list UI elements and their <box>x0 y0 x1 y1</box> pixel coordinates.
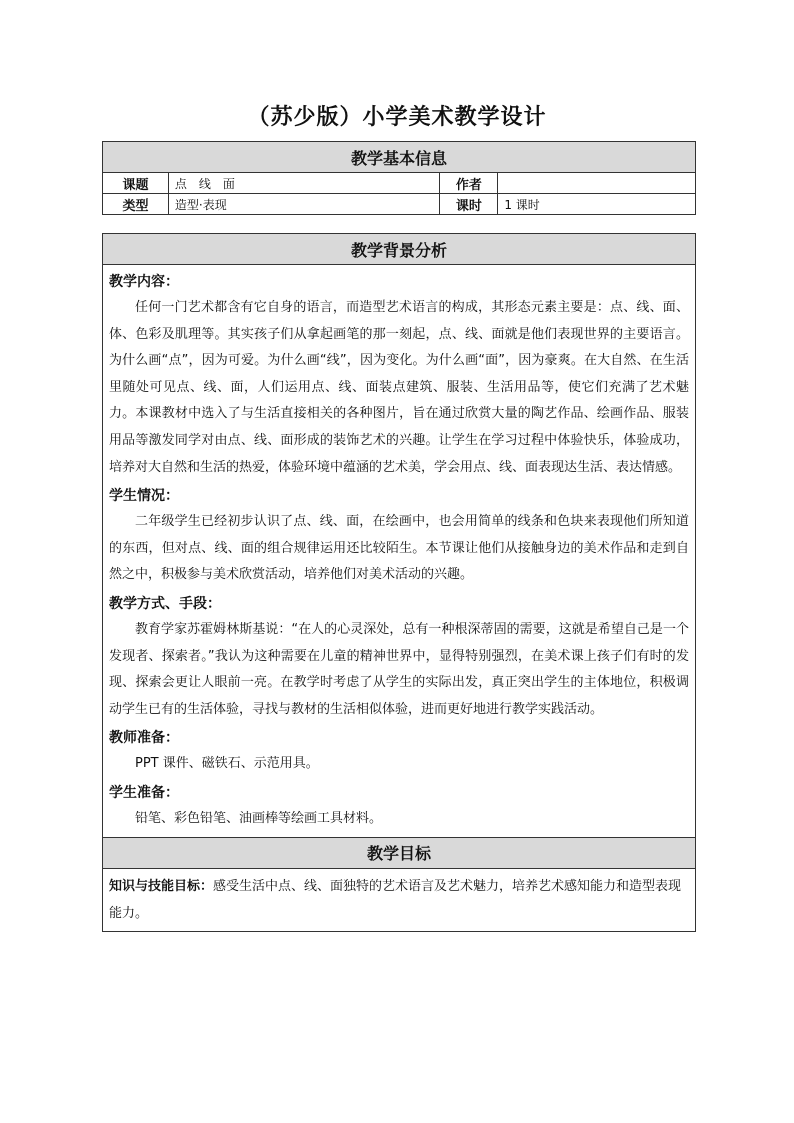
section-body: 二年级学生已经初步认识了点、线、面，在绘画中，也会用简单的线条和色块来表现他们所知道的东西，但对点、线、面的组合规律运用还比较陌生。本节课让他们从接触身边的美术作品和走到自然之中，积极参与美术欣赏活动，培养他们对美术活动的兴趣。 <box>109 514 689 583</box>
background-content <box>103 265 696 838</box>
basic-info-header: 教学基本信息 <box>103 142 696 173</box>
background-table <box>102 233 696 932</box>
section-body: 铅笔、彩色铅笔、油画棒等绘画工具材料。 <box>135 810 383 826</box>
background-header: 教学背景分析 <box>103 234 696 265</box>
section-heading: 学生准备： <box>109 784 179 801</box>
subject-label: 课题 <box>103 173 169 194</box>
goal-item <box>103 868 696 931</box>
page-title: （苏少版）小学美术教学设计 <box>247 105 547 130</box>
goal-item-label: 知识与技能目标： <box>109 878 214 894</box>
section-body: 教育学家苏霍姆林斯基说：“在人的心灵深处，总有一种根深蒂固的需要，这就是希望自己是一个发现者、探索者。”我认为这种需要在儿童的精神世界中，显得特别强烈，在美术课上孩子们有时的发现、探索会更让人眼前一亮。在教学时考虑了从学生的实际出发，真正突出学生的主体地位，积极调动学生已有的生活体验，寻找与教材的生活相似体验，进而更好地进行教学实践活动。 <box>109 621 689 717</box>
type-value: 造型·表现 <box>168 194 440 215</box>
author-value <box>498 173 696 194</box>
goals-header: 教学目标 <box>103 837 696 868</box>
period-value: 1 课时 <box>498 194 696 215</box>
section-body: PPT 课件、磁铁石、示范用具。 <box>135 756 319 772</box>
type-label: 类型 <box>103 194 169 215</box>
goal-item-text: 感受生活中点、线、面独特的艺术语言及艺术魅力，培养艺术感知能力和造型表现能力。 <box>109 878 682 921</box>
author-label: 作者 <box>440 173 498 194</box>
section-body: 任何一门艺术都含有它自身的语言，而造型艺术语言的构成，其形态元素主要是：点、线、面、体、色彩及肌理等。其实孩子们从拿起画笔的那一刻起，点、线、面就是他们表现世界的主要语言。为什么画“点”，因为可爱。为什么画“线”，因为变化。为什么画“面”，因为豪爽。在大自然、在生活里随处可见点、线、面，人们运用点、线、面装点建筑、服装、生活用品等，使它们充满了艺术魅力。本课教材中选入了与生活直接相关的各种图片，旨在通过欣赏大量的陶艺作品、绘画作品、服装用品等激发同学对由点、线、面形成的装饰艺术的兴趣。让学生在学习过程中体验快乐，体验成功，培养对大自然和生活的热爱，体验环境中蕴涵的艺术美，学会用点、线、面表现达生活、表达情感。 <box>109 300 689 475</box>
basic-info-table <box>102 141 696 215</box>
section-heading: 教师准备： <box>109 730 179 747</box>
section-heading: 教学内容： <box>109 274 179 290</box>
subject-value: 点 线 面 <box>168 173 440 194</box>
section-heading: 教学方式、手段： <box>109 595 221 612</box>
period-label: 课时 <box>440 194 498 215</box>
section-heading: 学生情况： <box>109 488 179 505</box>
